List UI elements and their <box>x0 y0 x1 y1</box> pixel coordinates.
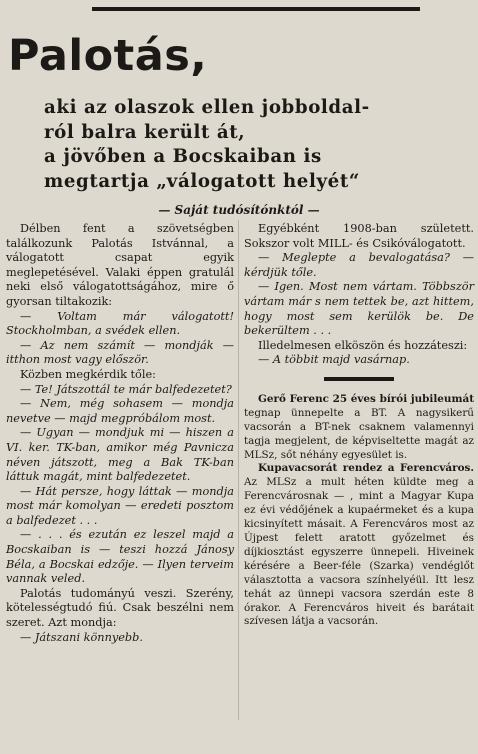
news-item-lead: Gerő Ferenc 25 éves bírói jubileumát <box>258 392 474 405</box>
paragraph: Délben fent a szövetségben találkozunk Palotás Istvánnal, a válogatott csapat egyik meglepetésével. Valaki éppen gratulál neki első válogatottságához, mire ő gyorsan tiltakozik: <box>6 222 234 308</box>
news-item <box>244 393 474 463</box>
subheadline-line: megtartja „válogatott helyét“ <box>44 170 360 192</box>
subheadline-line: a jövőben a Bocskaiban is <box>44 146 322 167</box>
subheadline <box>44 96 474 194</box>
paragraph: Egyébként 1908-ban született. Sokszor volt MILL- és Csikóválogatott. <box>244 222 474 250</box>
paragraph: — Játszani könnyebb. <box>20 630 143 644</box>
paragraph: — Te! Játszottál te már balfedezetet? <box>20 382 232 396</box>
news-item-body: Az MLSz a mult héten küldte meg a Ferencvárosnak — , mint a Magyar Kupa ez évi védőjének a kupaérmeket és a kupa kicsinyített másait. A Ferencváros most az Újpest felett aratott győzelmet és díjkiosztást egyszerre ünnepeli. Hiveinek kérésére a Beer-féle (Szarka) vendéglőt választotta a vacsora színhelyéül. Itt lesz tehát az ünnepi vacsora szerdán este 8 órakor. A Ferencváros hiveit és barátait szívesen látja a vacsorán. <box>244 476 474 628</box>
news-item-body: tegnap ünnepelte a BT. A nagysikerű vacsorán a BT-nek csaknem valamennyi tagja megjelent, de képviseltette magát az MLSz, sőt néhány egyesület is. <box>244 406 474 461</box>
subheadline-line: aki az olaszok ellen jobboldal- <box>44 97 370 118</box>
headline: Palotás, <box>8 31 208 81</box>
paragraph: — Nem, még sohasem — mondja nevetve — majd megpróbálom most. <box>6 397 234 425</box>
column-divider <box>238 220 239 720</box>
paragraph: — Igen. Most nem vártam. Többször vártam már s nem tettek be, azt hittem, hogy most sem kerülök be. De bekerültem . . . <box>244 280 474 338</box>
news-item-lead: Kupavacsorát rendez a Ferencváros. <box>258 462 474 475</box>
paragraph: Közben megkérdik tőle: <box>20 367 156 381</box>
paragraph: Palotás tudományú veszi. Szerény, kötelességtudó fiú. Csak beszélni nem szeret. Azt mondja: <box>6 586 234 630</box>
paragraph: — Hát persze, hogy láttak — mondja most már komolyan — eredeti posztom a balfedezet . . . <box>6 484 234 527</box>
subheadline-line: ról balra került át, <box>44 121 246 143</box>
section-divider <box>324 377 394 381</box>
paragraph: — Voltam már válogatott! Stockholmban, a svédek ellen. <box>6 309 234 338</box>
paragraph: — Az nem számít — mondják — itthon most vagy először. <box>6 338 234 367</box>
byline: — Saját tudósítónktól — <box>158 203 320 217</box>
paragraph: — Meglepte a bevalogatása? — kérdjük tőle. <box>244 251 474 279</box>
right-column <box>244 222 474 629</box>
paragraph: Illedelmesen elköszön és hozzáteszi: <box>258 338 468 352</box>
left-column <box>6 222 234 645</box>
paragraph: — Ugyan — mondjuk mi — hiszen a VI. ker. TK-ban, amikor még Pavnicza néven játszott, meg a Bak TK-ban láttuk magát, mint balfedezetet. <box>6 426 234 484</box>
paragraph: — . . . és ezután ez leszel majd a Bocskaiban is — teszi hozzá Jánosy Béla, a Bocskai edzője. — Ilyen terveim vannak veled. <box>6 528 234 586</box>
paragraph: — A többit majd vasárnap. <box>258 353 410 367</box>
news-item <box>244 462 474 629</box>
top-rule <box>92 7 420 11</box>
